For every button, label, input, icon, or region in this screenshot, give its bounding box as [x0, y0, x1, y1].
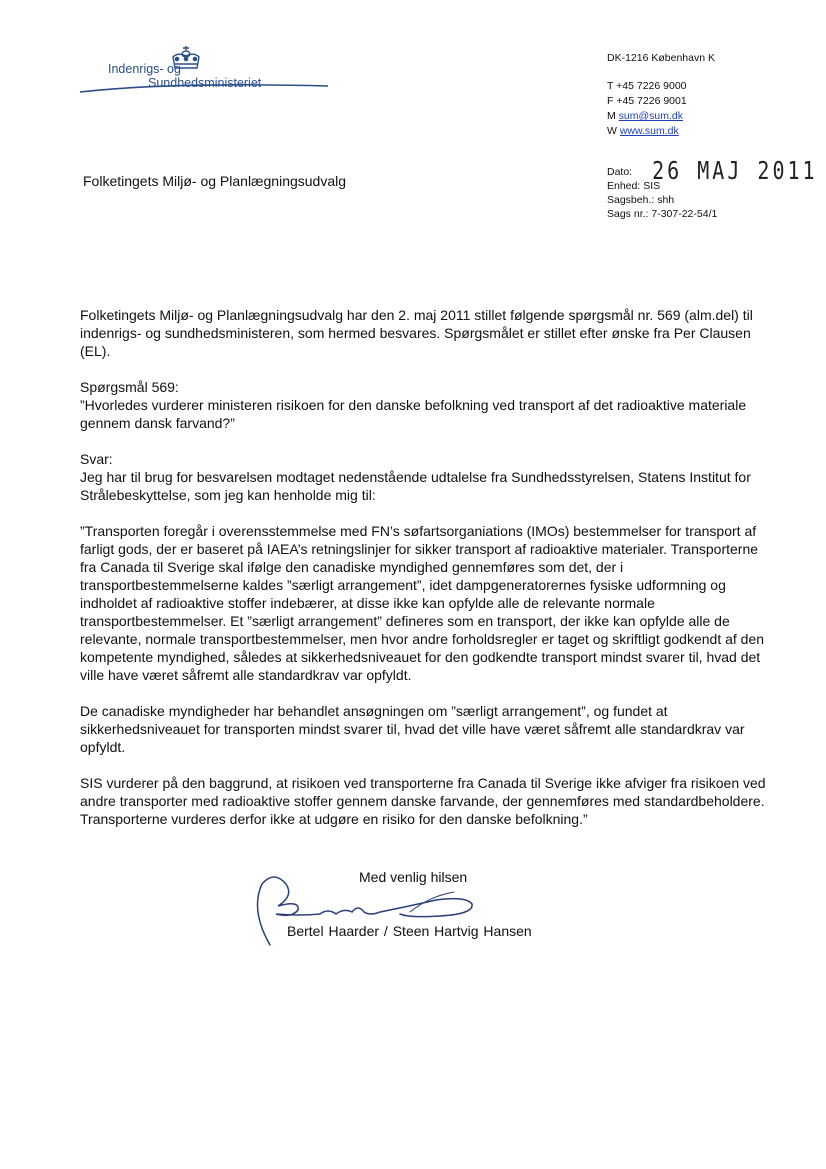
unit: Enhed: SIS — [607, 180, 661, 192]
quote-paragraph-3: SIS vurderer på den baggrund, at risikoen ved transporterne fra Canada til Sverige ikke afviger fra risikoen ved andre transporter med radioaktive stoffer gennem danske farvande, der gennemføres med standardbeholdere. Transporterne vurderes derfor ikke at udgøre en risiko for den danske befolkning.” — [80, 775, 766, 827]
recipient: Folketingets Miljø- og Planlægningsudvalg — [83, 173, 347, 189]
phone: T +45 7226 9000 — [607, 80, 687, 92]
logo-line-1: Indenrigs- og — [108, 62, 181, 76]
quote-paragraph-2: De canadiske myndigheder har behandlet ansøgningen om ”særligt arrangement”, og fundet at sikkerhedsniveauet for transporten mindst svarer til, hvad det ville have været såfremt alle standardkrav var opfyldt. — [80, 703, 745, 755]
intro-paragraph: Folketingets Miljø- og Planlægningsudvalg har den 2. maj 2011 stillet følgende spørgsmål nr. 569 (alm.del) til indenrigs- og sundhedsministeren, som hermed besvares. Spørgsmålet er stillet efter ønske fra Per Clausen (EL). — [80, 307, 753, 359]
date-stamp: 26 MAJ 2011 — [652, 155, 818, 186]
address: DK-1216 København K — [607, 52, 715, 64]
logo-line-2: Sundhedsministeriet — [148, 76, 262, 90]
contact-block — [607, 51, 715, 139]
quote-paragraph-1: ”Transporten foregår i overensstemmelse med FN’s søfartsorganiations (IMOs) bestemmelser for transport af farligt gods, der er baseret på IAEA’s retningslinjer for sikker transport af radioaktive materialer. Transporterne fra Canada til Sverige skal ifølge den canadiske myndighed gennemføres som det, der i transportbestemmelserne kaldes ”særligt arrangement”, idet dampgeneratorernes fysiske udformning og indholdet af radioaktive stoffer indebærer, at disse ikke kan opfylde alle de relevante normale transportbestemmelser. Et ”særligt arrangement” defineres som en transport, der ikke kan opfylde alle de relevante, normale transportbestemmelser, men hvor andre forholdsregler er taget og skriftligt godkendt af den kompetente myndighed, således at sikkerhedsniveauet for den godkendte transport mindst svarer til, hvad det ville have været såfremt alle standardkrav var opfyldt. — [80, 523, 765, 683]
web-link[interactable]: www.sum.dk — [619, 125, 679, 137]
case-number: Sags nr.: 7-307-22-54/1 — [607, 208, 718, 220]
answer-block — [80, 450, 770, 504]
meta-block — [607, 155, 818, 221]
closing: Med venlig hilsen — [359, 869, 468, 885]
mail-link[interactable]: sum@sum.dk — [618, 110, 684, 122]
question-text: ”Hvorledes vurderer ministeren risikoen for den danske befolkning ved transport af det radioaktive materiale gennem dansk farvand?” — [80, 397, 747, 431]
letter-body — [80, 306, 770, 846]
question-label: Spørgsmål 569: — [80, 379, 179, 395]
date-label: Dato: — [607, 166, 633, 178]
mail-row: M sum@sum.dk — [607, 110, 684, 122]
ministry-logo — [78, 44, 338, 100]
web-row: W www.sum.dk — [607, 125, 679, 137]
question-block — [80, 378, 770, 432]
case-handler: Sagsbeh.: shh — [607, 194, 675, 206]
signatory-names: Bertel Haarder / Steen Hartvig Hansen — [287, 923, 532, 939]
answer-intro: Jeg har til brug for besvarelsen modtaget nedenstående udtalelse fra Sundhedsstyrelsen, Statens Institut for Strålebeskyttelse, som jeg kan henholde mig til: — [80, 469, 751, 503]
answer-label: Svar: — [80, 451, 113, 467]
fax: F +45 7226 9001 — [607, 95, 687, 107]
